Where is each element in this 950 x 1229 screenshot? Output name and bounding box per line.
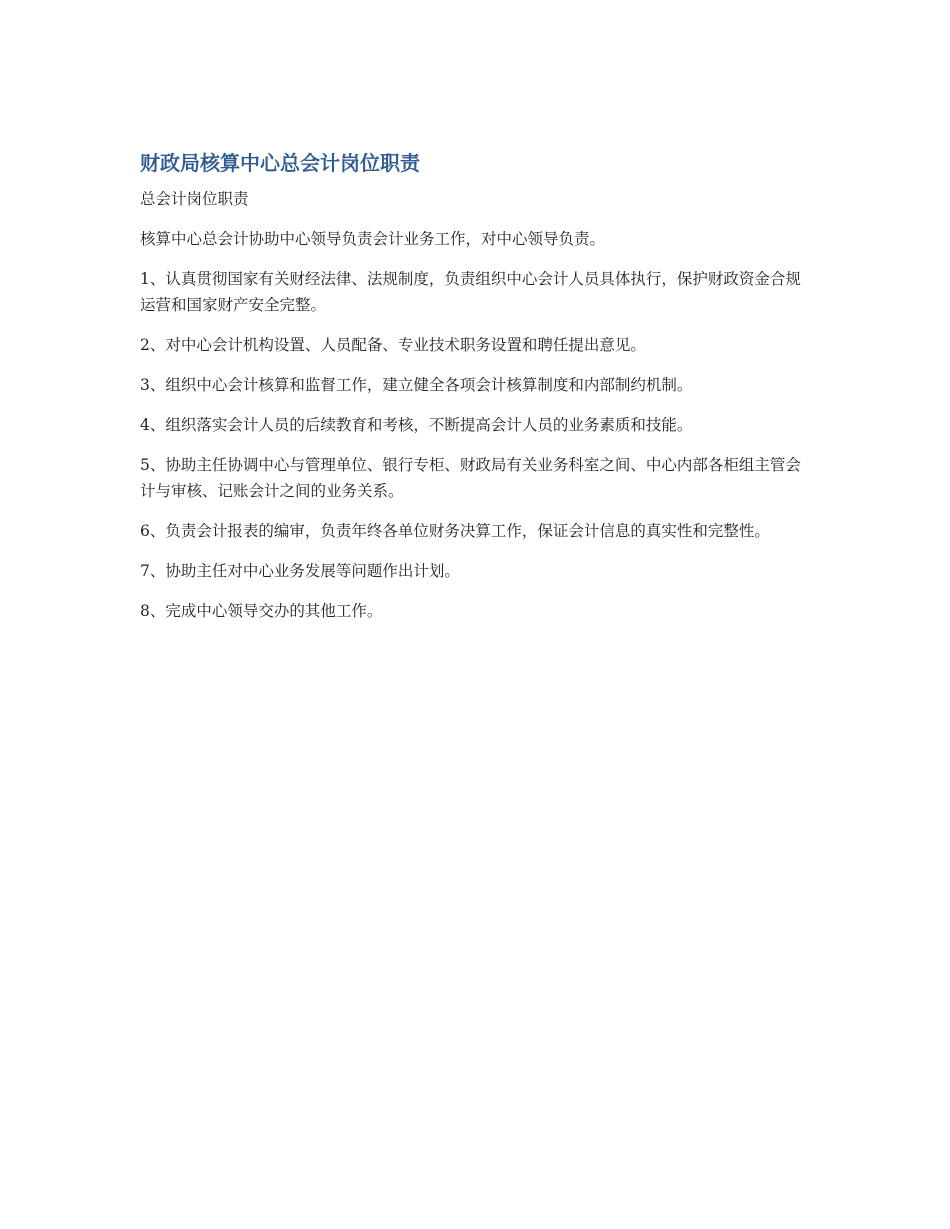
duty-item-6: 6、负责会计报表的编审，负责年终各单位财务决算工作，保证会计信息的真实性和完整性。: [140, 522, 770, 540]
duty-item-8: 8、完成中心领导交办的其他工作。: [140, 602, 383, 620]
duty-item-2: 2、对中心会计机构设置、人员配备、专业技术职务设置和聘任提出意见。: [140, 336, 646, 354]
intro-paragraph: 核算中心总会计协助中心领导负责会计业务工作，对中心领导负责。: [140, 230, 606, 248]
duty-item-4: 4、组织落实会计人员的后续教育和考核，不断提高会计人员的业务素质和技能。: [140, 416, 693, 434]
duty-item-7: 7、协助主任对中心业务发展等问题作出计划。: [140, 562, 460, 580]
document-page: [140, 148, 805, 638]
document-title: 财政局核算中心总会计岗位职责: [140, 151, 420, 175]
duty-item-1: 1、认真贯彻国家有关财经法律、法规制度，负责组织中心会计人员具体执行，保护财政资金合规运营和国家财产安全完整。: [140, 270, 801, 314]
duty-item-3: 3、组织中心会计核算和监督工作，建立健全各项会计核算制度和内部制约机制。: [140, 376, 693, 394]
document-subtitle: 总会计岗位职责: [140, 190, 249, 208]
duty-item-5: 5、协助主任协调中心与管理单位、银行专柜、财政局有关业务科室之间、中心内部各柜组主管会计与审核、记账会计之间的业务关系。: [140, 456, 801, 500]
